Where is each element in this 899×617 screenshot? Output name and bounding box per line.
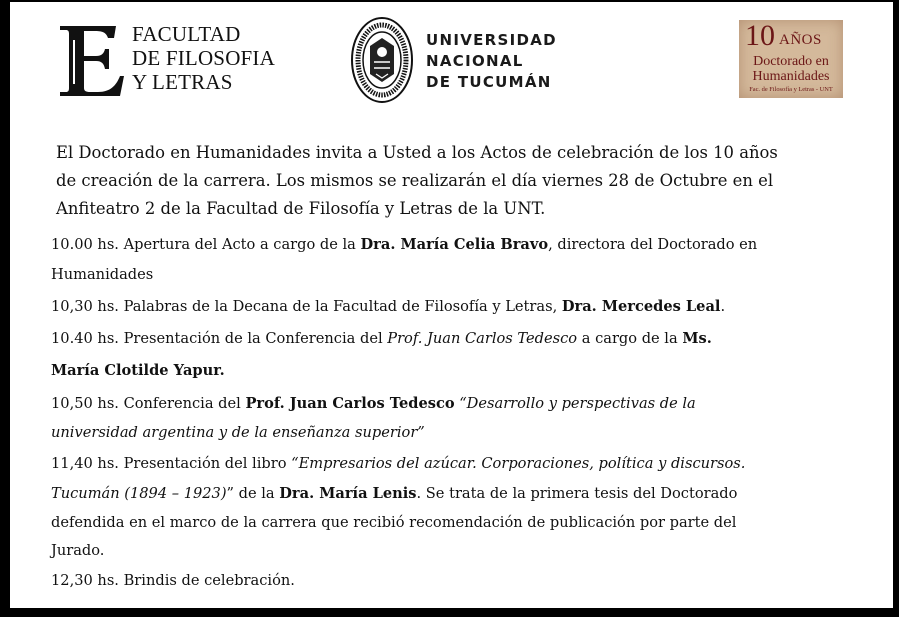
item2-end: . [720,298,726,315]
item3-title: Ms. [682,330,712,347]
invitation-page [10,2,893,608]
item2-speaker: Dra. Mercedes Leal [561,298,721,315]
program-item-4-cont [51,424,425,441]
program-item-1-cont: Humanidades [51,266,154,283]
item3-mid: a cargo de la [577,330,683,347]
program-item-3 [51,330,712,347]
item5-book-title: “Empresarios del azúcar. Corporaciones, política y discursos. [291,455,746,472]
anniversary-line-2: Humanidades [752,69,830,84]
ffyl-line-1: FACULTAD [132,22,241,46]
item1-speaker: Dra. María Celia Bravo [360,236,549,253]
unt-name [426,30,557,93]
item5-book-title-cont: Tucumán (1894 – 1923) [51,485,227,502]
intro-line-3: Anfiteatro 2 de la Facultad de Filosofía y Letras de la UNT. [56,199,546,218]
item1-role: , directora del Doctorado en [548,236,758,253]
item4-title: “Desarrollo y perspectivas de la [454,395,696,412]
program-item-5 [51,455,745,472]
item1-text: 10.00 hs. Apertura del Acto a cargo de la [51,236,361,253]
unt-line-2: NACIONAL [426,52,524,70]
ffyl-line-2: DE FILOSOFIA [132,46,275,70]
item3-text: 10.40 hs. Presentación de la Conferencia del [51,330,388,347]
item3-speaker: Prof. Juan Carlos Tedesco [387,330,578,347]
item4-title-cont: universidad argentina y de la enseñanza superior” [51,424,425,441]
anniversary-subtitle: Fac. de Filosofía y Letras - UNT [749,86,833,93]
item5-de-la: ” de la [226,485,280,502]
item3-presenter: María Clotilde Yapur. [51,362,225,379]
unt-line-1: UNIVERSIDAD [426,31,557,49]
item2-text: 10,30 hs. Palabras de la Decana de la Facultad de Filosofía y Letras, [51,298,562,315]
item5-text: 11,40 hs. Presentación del libro [51,455,292,472]
program-item-3-cont [51,362,225,379]
unt-line-3: DE TUCUMÁN [426,73,552,91]
anniversary-logo [739,20,843,98]
program-item-6: 12,30 hs. Brindis de celebración. [51,572,295,589]
item5-desc: . Se trata de la primera tesis del Doctorado [416,485,738,502]
ffyl-line-3: Y LETRAS [132,70,233,94]
program-item-5-line-3: defendida en el marco de la carrera que recibió recomendación de publicación por parte del [51,514,737,531]
unt-logo [350,16,560,106]
ffyl-monogram-icon [54,22,126,98]
program-item-5-line-2 [51,485,737,502]
item5-author: Dra. María Lenis [279,485,417,502]
item4-text: 10,50 hs. Conferencia del [51,395,246,412]
program-item-2 [51,298,725,315]
unt-seal-icon [350,16,414,104]
program-item-5-line-4: Jurado. [51,542,105,559]
anniversary-line-1: Doctorado en [753,54,829,69]
intro-line-2: de creación de la carrera. Los mismos se realizarán el día viernes 28 de Octubre en el [56,171,774,190]
item4-speaker: Prof. Juan Carlos Tedesco [245,395,455,412]
program-item-4 [51,395,696,412]
intro-line-1: El Doctorado en Humanidades invita a Usted a los Actos de celebración de los 10 años [56,143,778,162]
intro-paragraph [56,139,866,223]
ffyl-name [132,22,275,94]
anniversary-word: AÑOS [779,32,822,48]
program-item-1 [51,236,757,253]
anniversary-number: 10 [745,20,775,52]
ffyl-logo [54,22,294,102]
